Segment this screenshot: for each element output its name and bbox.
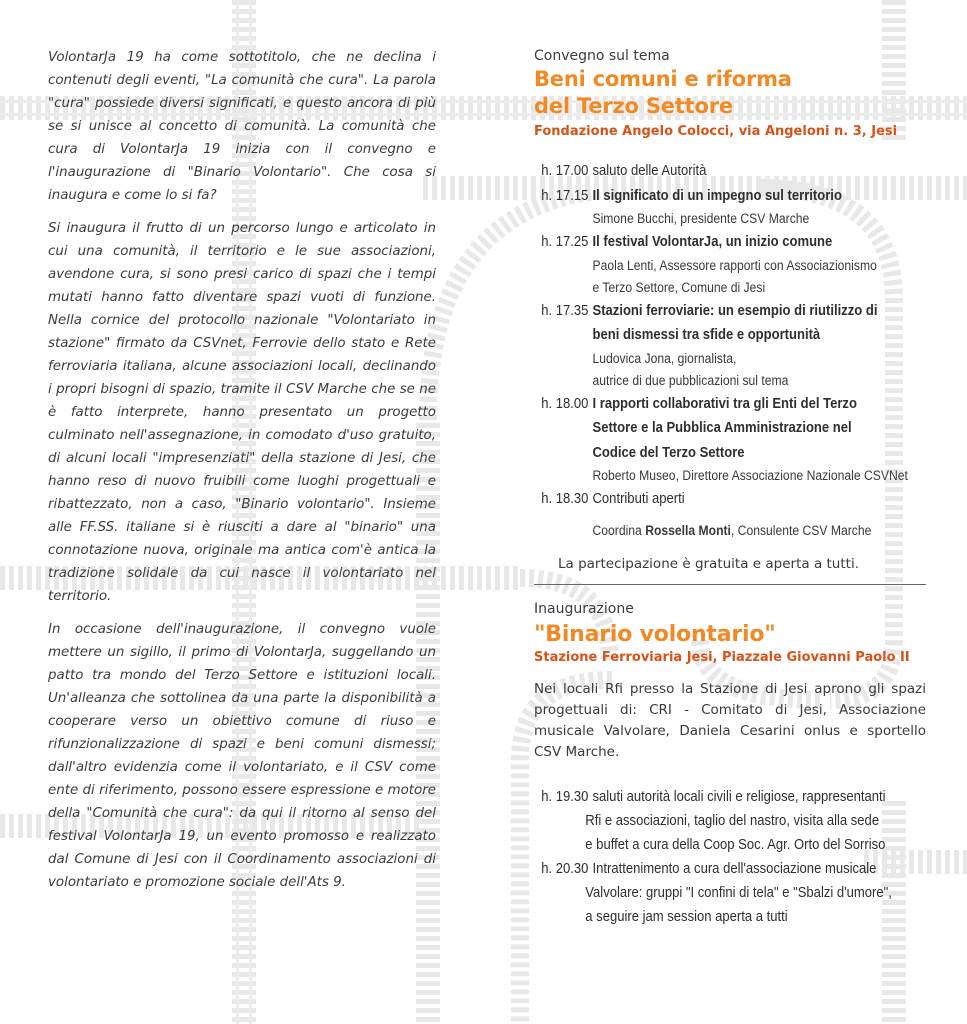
intro-text-column — [48, 46, 436, 894]
program-item — [534, 230, 930, 255]
intro-paragraph: In occasione dell'inaugurazione, il convegno vuole mettere un sigillo, il primo di VolontarJa, suggellando un patto tra mondo del Terzo Settore e istituzioni locali. Un'alleanza che sottolinea da una parte la disponibilità a cooperare verso un obiettivo comune di riuso e rifunzionalizzazione di spazi e beni comuni dismessi; dall'altro evidenzia come il volontariato, e il CSV come ente di riferimento, possono essere espressione e motore della "Comunità che cura": da qui il ritorno al senso del festival VolontarJa 19, un evento promosso e realizzato dal Comune di Jesi con il Coordinamento associazioni di volontariato e promozione sociale dell'Ats 9. — [48, 622, 436, 890]
inaugurazione-title: "Binario volontario" — [534, 621, 776, 647]
program-time: h. 18.30 — [541, 491, 589, 507]
program-item-cont — [534, 833, 930, 857]
program-text: e buffet a cura della Coop Soc. Agr. Orto del Sorriso — [585, 836, 886, 853]
program-speaker: e Terzo Settore, Comune di Jesi — [592, 279, 766, 295]
program-time: h. 17.00 — [541, 163, 589, 179]
inaugurazione-venue: Stazione Ferroviaria Jesi, Piazzale Giovanni Paolo II — [534, 649, 910, 665]
program-item-cont — [534, 881, 930, 905]
program-title: I rapporti collaborativi tra gli Enti del Terzo Settore e la Pubblica Amministrazione nel Codice del Terzo Settore — [592, 395, 857, 461]
program-text: a seguire jam session aperta a tutti — [585, 908, 788, 925]
participation-note: La partecipazione è gratuita e aperta a tutti. — [558, 555, 859, 572]
program-time: h. 17.25 — [541, 234, 589, 250]
program-title: Il significato di un impegno sul territorio — [592, 187, 842, 204]
convegno-title — [534, 66, 926, 120]
program-item — [534, 857, 930, 881]
coordinator-line — [534, 520, 967, 542]
coordinator-name: Rossella Monti — [645, 522, 731, 538]
coordinator-role: , Consulente CSV Marche — [730, 522, 872, 538]
coordinator-prefix: Coordina — [592, 522, 646, 538]
program-speaker: Simone Bucchi, presidente CSV Marche — [592, 211, 810, 226]
program-text: saluti autorità locali civili e religiose, rappresentanti — [592, 788, 886, 805]
program-speaker: autrice di due pubblicazioni sul tema — [592, 372, 789, 388]
program-item — [534, 184, 930, 209]
program-text: Valvolare: gruppi "I confini di tela" e "Sbalzi d'umore", — [585, 884, 892, 901]
program-item-cont — [534, 905, 930, 929]
program-item — [534, 392, 930, 466]
program-speaker: Paola Lenti, Assessore rapporti con Associazionismo — [592, 257, 877, 273]
program-time: h. 20.30 — [541, 860, 589, 877]
intro-paragraph: VolontarJa 19 ha come sottotitolo, che ne declina i contenuti degli eventi, "La comunità che cura". La parola "cura" possiede diversi significati, e questo ancora di più se si unisce al concetto di comunità. La comunità che cura di VolontarJa 19 inizia con il convegno e l'inaugurazione di "Binario Volontario". Che cosa si inaugura e come lo si fa? — [48, 50, 436, 203]
program-time: h. 17.15 — [541, 187, 589, 204]
program-text: Rfi e associazioni, taglio del nastro, visita alla sede — [585, 812, 880, 829]
program-text: saluto delle Autorità — [592, 163, 707, 179]
program-time: h. 18.00 — [541, 395, 589, 412]
program-speaker: Ludovica Jona, giornalista, — [592, 350, 737, 366]
program-time: h. 17.35 — [541, 302, 589, 319]
program-title: Il festival VolontarJa, un inizio comune — [592, 234, 833, 250]
convegno-venue: Fondazione Angelo Colocci, via Angeloni n. 3, Jesi — [534, 124, 898, 139]
section-divider — [534, 584, 926, 585]
convegno-program — [534, 159, 926, 542]
program-item — [534, 785, 930, 809]
inaugurazione-program — [534, 785, 926, 929]
inaugurazione-description: Nei locali Rfi presso la Stazione di Jesi aprono gli spazi progettuali di: CRI - Comitato di Jesi, Associazione musicale Valvolare, Daniela Cesarini onlus e sportello CSV Marche. — [534, 680, 926, 760]
inaugurazione-kicker: Inaugurazione — [534, 600, 634, 617]
program-text: Intrattenimento a cura dell'associazione musicale — [592, 860, 877, 877]
program-speaker: Roberto Museo, Direttore Associazione Nazionale CSVNet — [592, 468, 908, 483]
convegno-title-line1: Beni comuni e riforma — [534, 67, 792, 91]
program-time: h. 19.30 — [541, 788, 589, 805]
program-text: Contributi aperti — [592, 491, 685, 507]
convegno-title-line2: del Terzo Settore — [534, 94, 733, 118]
program-item — [534, 487, 930, 512]
program-column — [534, 48, 926, 929]
program-item-cont — [534, 809, 930, 833]
intro-paragraph: Si inaugura il frutto di un percorso lungo e articolato in cui una comunità, il territorio e le sue associazioni, avendone cura, si sono presi carico di spazi che i tempi mutati hanno fatto diventare spazi vuoti di funzione. Nella cornice del protocollo nazionale "Volontariato in stazione" firmato da CSVnet, Ferrovie dello stato e Rete ferroviaria italiana, alcune associazioni locali, declinando i propri bisogni di spazio, tramite il CSV Marche che se ne è fatto interprete, hanno presentato un progetto culminato nell'assegnazione, in comodato d'uso gratuito, di alcuni locali "impresenziati" della stazione di Jesi, che hanno reso di nuovo fruibili come luoghi progettuali e ribattezzato, non a caso, "Binario volontario". Insieme alle FF.SS. italiane si è riusciti a dare al "binario" una connotazione nuova, originale ma antica com'è antica la tradizione solidale da cui nasce il volontariato nel territorio. — [48, 221, 436, 604]
program-title: Stazioni ferroviarie: un esempio di riutilizzo di beni dismessi tra sfide e opportunità — [592, 302, 878, 343]
program-item — [534, 159, 930, 184]
convegno-kicker: Convegno sul tema — [534, 48, 670, 64]
program-item — [534, 299, 930, 348]
